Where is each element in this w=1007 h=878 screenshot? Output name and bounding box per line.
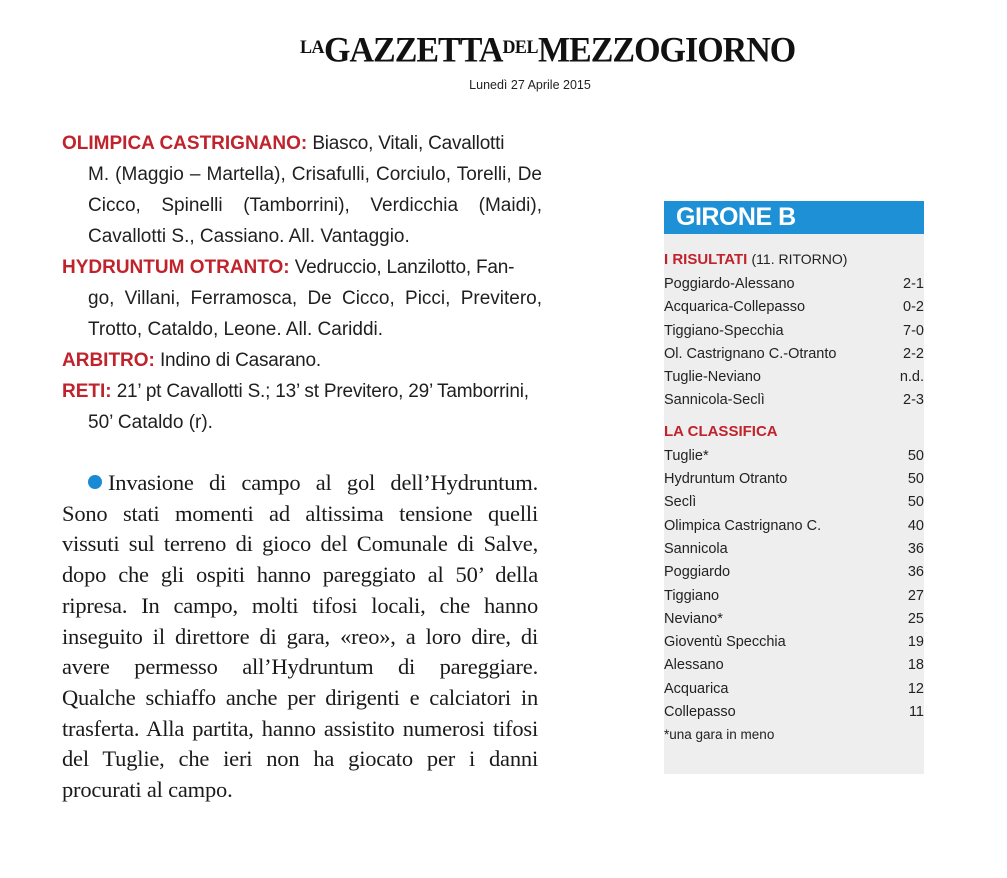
row-label: Neviano* [664,610,723,627]
row-value: 11 [908,704,924,721]
table-row [664,608,924,631]
row-label: Tuglie-Neviano [664,369,761,386]
table-row [664,320,924,343]
table-row [664,678,924,701]
row-value: 19 [907,634,924,651]
row-value: 50 [907,494,924,511]
standings-sidebar [664,201,924,774]
logo-gazzetta: GAZZETTA [324,31,503,70]
row-label: Tiggiano [664,587,720,604]
lineup-away [62,252,542,345]
row-label: Olimpica Castrignano C. [664,517,822,534]
row-value: 2-1 [903,276,924,292]
lineup-first-line: 21’ pt Cavallotti S.; 13’ st Previtero, 29’ Tamborrini, [111,381,529,402]
results-list [664,273,924,413]
lineup-label: RETI: [62,381,112,402]
lineup-home [62,128,542,252]
row-label: Acquarica-Collepasso [664,299,806,316]
row-value: 0-2 [903,299,924,316]
masthead [300,28,796,70]
publication-date: Lunedì 27 Aprile 2015 [469,78,591,92]
sidebar-content [664,250,924,746]
row-label: Hydruntum Otranto [664,471,788,488]
bullet-dot-icon [88,475,102,489]
table-row [664,468,924,491]
table-row [664,631,924,654]
match-lineup [62,128,542,438]
lineup-label: ARBITRO: [62,350,155,371]
row-value: 27 [907,587,924,604]
row-value: 18 [907,657,924,674]
row-value: 7-0 [903,322,924,339]
table-row [664,561,924,584]
row-value: 12 [907,680,924,697]
row-label: Poggiardo-Alessano [664,276,795,292]
table-row [664,515,924,538]
row-label: Sannicola [664,540,728,557]
article-body [62,468,538,806]
results-title: I RISULTATI [664,251,748,268]
lineup-referee [62,345,542,376]
row-label: Tiggiano-Specchia [664,322,784,339]
row-label: Tuglie* [664,447,709,464]
row-label: Ol. Castrignano C.-Otranto [664,345,837,362]
table-row [664,701,924,724]
lineup-label: HYDRUNTUM OTRANTO: [62,257,290,278]
lineup-first-line: Vedruccio, Lanzilotto, Fan- [289,257,515,278]
table-row [664,585,924,608]
row-value: 25 [907,610,924,627]
row-label: Alessano [664,657,724,674]
table-row [664,343,924,366]
lineup-first-line: Indino di Casarano. [154,350,321,371]
lineup-rest: go, Villani, Ferramosca, De Cicco, Picci, Previtero, Trotto, Cataldo, Leone. All. Cariddi. [88,288,542,340]
table-row [664,366,924,389]
row-value: 40 [907,517,924,534]
row-value: 36 [907,564,924,581]
row-label: Acquarica [664,680,729,697]
table-row [664,491,924,514]
row-value: 50 [907,447,924,464]
row-label: Poggiardo [664,564,731,581]
standings-note: *una gara in meno [664,727,775,743]
newspaper-logo [300,27,795,71]
table-row [664,296,924,319]
lineup-goals [62,376,542,438]
logo-del: DEL [502,36,538,58]
row-value: 50 [907,471,924,488]
lineup-rest: 50’ Cataldo (r). [88,412,213,433]
row-label: Sannicola-Seclì [664,392,765,409]
results-heading [664,250,924,269]
table-row [664,538,924,561]
lineup-first-line: Biasco, Vitali, Cavallotti [307,133,505,154]
table-row [664,654,924,677]
logo-la: LA [300,36,325,58]
lineup-rest: M. (Maggio – Martella), Crisafulli, Corciulo, Torelli, De Cicco, Spinelli (Tamborrini), Verdicchia (Maidi), Cavallotti S., Cassiano. All. Vantaggio. [88,164,542,247]
table-row [664,445,924,468]
row-value: 36 [907,540,924,557]
logo-mezzogiorno: MEZZOGIORNO [537,31,796,70]
table-row [664,273,924,296]
sidebar-title: GIRONE B [664,201,924,234]
row-value: 2-2 [903,345,924,362]
row-label: Collepasso [664,704,736,721]
standings-heading: LA CLASSIFICA [664,422,778,440]
lineup-label: OLIMPICA CASTRIGNANO: [62,133,308,154]
row-label: Gioventù Specchia [664,634,786,651]
row-value: n.d. [899,369,924,386]
table-row [664,389,924,412]
results-subtitle: (11. RITORNO) [751,251,848,267]
article-text: Invasione di campo al gol dell’Hydruntum. Sono stati momenti ad altissima tensione quelli vissuti sul terreno di gioco del Comunale di Salve, dopo che gli ospiti hanno pareggiato al 50’ della ripresa. In campo, molti tifosi locali, che hanno inseguito il direttore di gara, «reo», a loro dire, di avere permesso all’Hydruntum di pareggiare. Qualche schiaffo anche per dirigenti e calciatori in trasferta. Alla partita, hanno assistito numerosi tifosi del Tuglie, che ieri non ha giocato per i danni procurati al campo. [62,470,538,803]
row-label: Seclì [664,494,697,511]
standings-list [664,445,924,725]
row-value: 2-3 [903,392,924,409]
